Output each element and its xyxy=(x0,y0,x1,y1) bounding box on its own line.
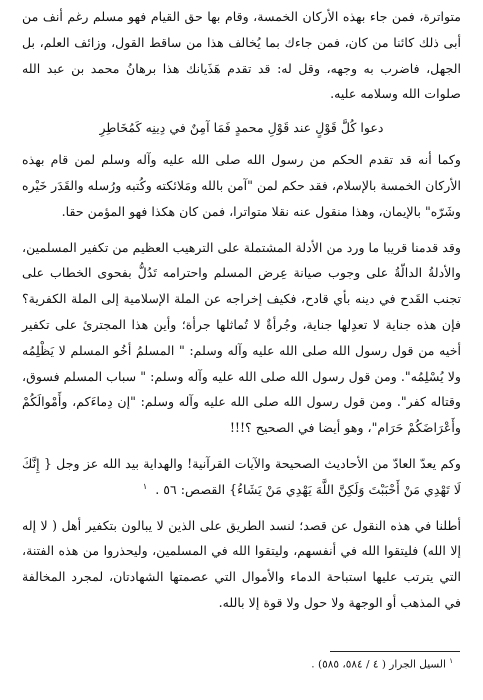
document-page xyxy=(22,4,461,616)
footnote-number: ١ xyxy=(449,657,453,665)
paragraph-4 xyxy=(22,451,461,503)
paragraph-1: متواترة، فمن جاء بهذه الأركان الخمسة، وقام بها حق القيام فهو مسلم رغم أنف من أبى ذلك كائنا من كان، فمن جاءك بما يُخالف هذا من ساقط القول، وزائف العلم، بل الجهل، فاضرب به وجهه، وقل له: قد تقدم هَذَيانك هذا برهانُ محمد بن عبد الله صلوات الله وسلامه عليه. xyxy=(22,9,461,102)
paragraph-2: وكما أنه قد تقدم الحكم من رسول الله صلى الله عليه وآله وسلم لمن قام بهذه الأركان الخمسة بالإسلام، فقد حكم لمن "آمن بالله ومَلائكته وكُتبه ورُسله والقَدَر خَيْره وشَرّه" بالإيمان، وهذا منقول عنه نقلا متواترا، فمن كان هكذا فهو المؤمن حقا. xyxy=(22,152,461,219)
paragraph-5: أطلنا في هذه النقول عن قصد؛ لنسد الطريق على الذين لا يبالون بتكفير أهل ( لا إله إلا الله) فليتقوا الله في أنفسهم، وليتقوا الله في المسلمين، وليحذروا من هذه الفتنة، التي يترتب عليها استباحة الدماء والأموال التي عصمتها الشهادتان، لمجرد المخالفة في المذهب أو الوجهة ولا حول ولا قوة إلا بالله. xyxy=(22,517,461,610)
footnote-separator xyxy=(330,651,460,652)
footnote xyxy=(311,657,453,671)
paragraph-3: وقد قدمنا قريبا ما ورد من الأدلة المشتملة على الترهيب العظيم من تكفير المسلمين، والأدلةُ الدالّةُ على وجوب صيانة عِرض المسلم واحترامه تَدُلُّ بفحوى الخطاب على تجنب القَدح في دينه بأي قادح، فكيف إخراجه عن الملة الإسلامية إلى الملة الكفرية؟ فإن هذه جناية لا تعدِلها جناية، وجُرأةٌ لا تُماثلها جرأة؛ وأين هذا المجترئ على تكفير أخيه من قول رسول الله صلى الله عليه وآله وسلم: " المسلمُ أخُو المسلم لا يَظْلِمُه ولا يُسْلِمُه". ومن قول رسول الله صلى الله عليه وآله وسلم: " سباب المسلم فسوق، وقتاله كفر". ومن قول رسول الله صلى الله عليه وآله وسلم: "إن دِماءَكم، وأَمْوالَكُمْ وأَعْرَاضَكُمْ حَرَام"، وهو أيضا في الصحيح ؟!!! xyxy=(22,239,461,436)
footnote-reference-mark: ١ xyxy=(142,481,148,491)
paragraph-4-text: وكم يعدّ العادّ من الأحاديث الصحيحة والآيات القرآنية! والهداية بيد الله عز وجل { إِنَّكَ لَا تَهْدِي مَنْ أَحْبَبْتَ وَلَكِنَّ اللَّهَ يَهْدِي مَنْ يَشَاءُ} القصص: ٥٦ . xyxy=(22,455,461,497)
poetry-verse: دعوا كُلَّ قَوْلٍ عند قَوْلِ محمدٍ فَمَا آمِنٌ في دِينِه كَمُخَاطِرِ xyxy=(99,120,384,136)
footnote-text: السيل الجرار ( ٤ / ٥٨٤، ٥٨٥) . xyxy=(311,658,446,671)
